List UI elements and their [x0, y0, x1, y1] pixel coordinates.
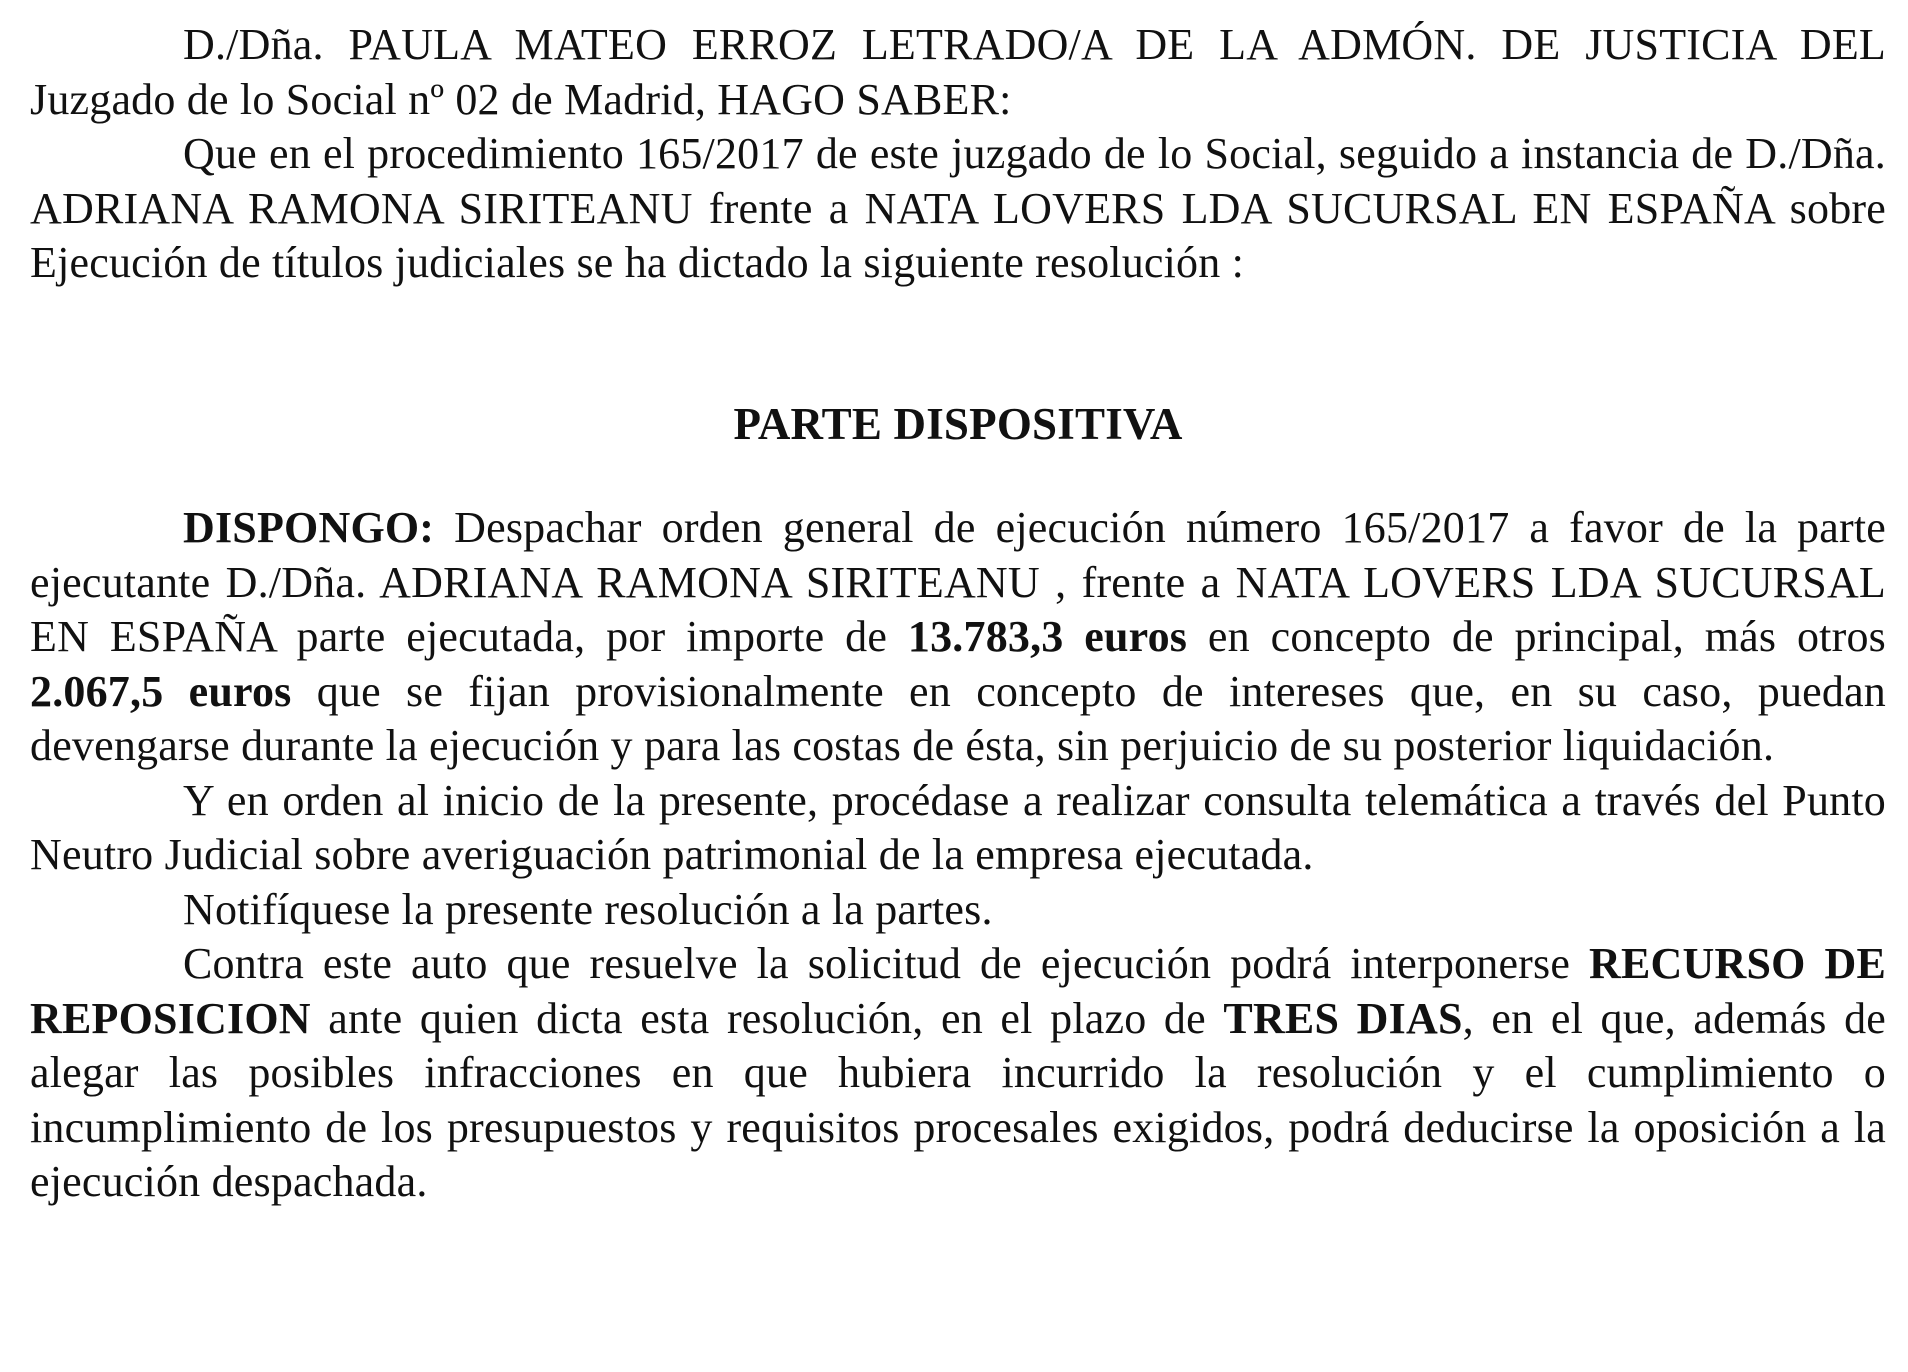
document-page: [30, 18, 1886, 1210]
dispongo-text-1: Despachar orden general de ejecución número 165/2017 a favor de la parte ejecutante D./Dña. ADRIANA RAMONA SIRITEANU , frente a NATA LOVERS LDA SUCURSAL EN ESPAÑA parte ejecutada, por importe de: [30, 503, 1886, 661]
interest-amount: 2.067,5 euros: [30, 666, 292, 716]
principal-amount: 13.783,3 euros: [907, 612, 1188, 661]
intro-clerk-text: D./Dña. PAULA MATEO ERROZ LETRADO/A DE LA ADMÓN. DE JUSTICIA DEL Juzgado de lo Social nº 02 de Madrid, HAGO SABER:: [30, 20, 1886, 124]
recurso-deadline: TRES DIAS: [1223, 993, 1463, 1043]
recurso-paragraph: [30, 937, 1886, 1210]
recurso-text-1: Contra este auto que resuelve la solicitud de ejecución podrá interponerse: [183, 939, 1589, 988]
notifiquese-text: Notifíquese la presente resolución a la partes.: [183, 884, 993, 934]
recurso-text-3: , en el que, además de alegar las posibles infracciones en que hubiera incurrido la resolución y el cumplimiento o incumplimiento de los presupuestos y requisitos procesales exigidos, podrá deducirse la oposición a la ejecución despachada.: [30, 993, 1886, 1206]
procedure-paragraph: [30, 127, 1886, 291]
dispongo-text-3: que se fijan provisionalmente en concepto de intereses que, en su caso, puedan devengarse durante la ejecución y para las costas de ésta, sin perjuicio de su posterior liquidación.: [30, 666, 1887, 770]
orden-paragraph: [30, 774, 1886, 883]
intro-paragraph: [30, 18, 1886, 127]
dispongo-paragraph: [30, 501, 1886, 774]
recurso-text-2: ante quien dicta esta resolución, en el plazo de: [310, 993, 1224, 1043]
procedure-text: Que en el procedimiento 165/2017 de este juzgado de lo Social, seguido a instancia de D./Dña. ADRIANA RAMONA SIRITEANU frente a NATA LOVERS LDA SUCURSAL EN ESPAÑA sobre Ejecución de títulos judiciales se ha dictado la siguiente resolución :: [30, 129, 1886, 287]
notifiquese-paragraph: [30, 883, 1886, 938]
orden-text: Y en orden al inicio de la presente, procédase a realizar consulta telemática a través del Punto Neutro Judicial sobre averiguación patrimonial de la empresa ejecutada.: [30, 775, 1886, 879]
dispongo-text-2: en concepto de principal, más otros: [1187, 612, 1886, 661]
section-heading: PARTE DISPOSITIVA: [733, 398, 1183, 449]
dispongo-label: DISPONGO:: [183, 503, 435, 552]
recurso-type: RECURSO DE REPOSICION: [30, 939, 1886, 1043]
